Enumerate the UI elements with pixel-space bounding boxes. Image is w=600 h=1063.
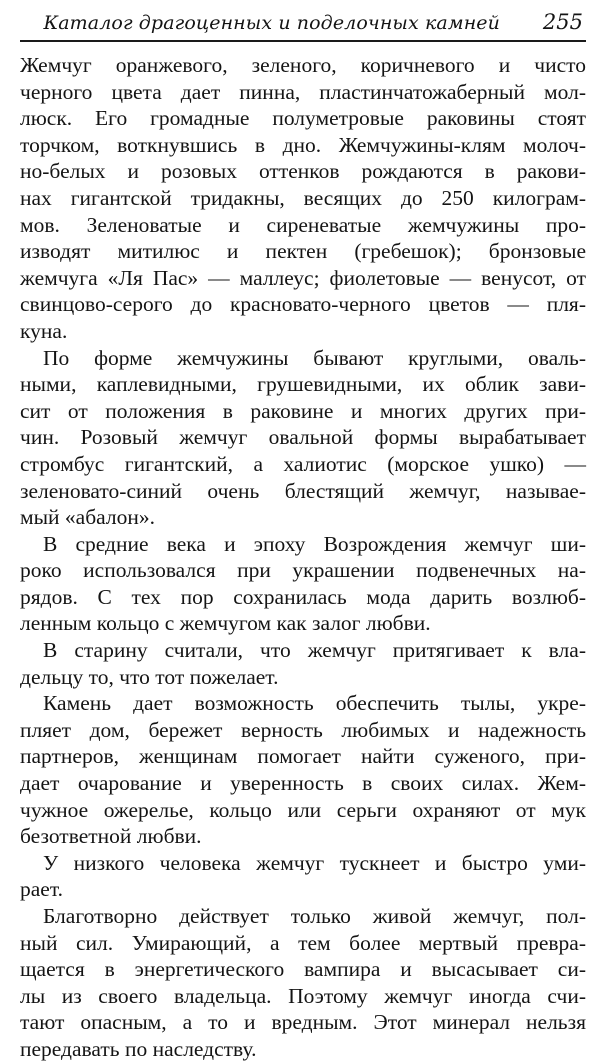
running-head-title: Каталог драгоценных и поделочных камней — [43, 12, 500, 34]
text-line: щается в энергетического вампира и высасывает си- — [20, 957, 586, 982]
text-line: черного цвета дает пинна, пластинчатожаберный мол- — [20, 79, 586, 104]
text-line: жемчуга «Ля Пас» — маллеус; фиолетовые — венусот, от — [20, 265, 586, 290]
text-line: изводят митилюс и пектен (гребешок); бронзовые — [20, 239, 586, 264]
text-line: сит от положения в раковине и многих других при- — [20, 398, 586, 423]
text-line: чужное ожерелье, кольцо или серьги охраняют от мук — [20, 797, 586, 822]
text-line: чин. Розовый жемчуг овальной формы вырабатывает — [20, 425, 586, 450]
text-line: зеленовато-синий очень блестящий жемчуг, называе- — [20, 478, 586, 503]
text-line: пляет дом, бережет верность любимых и надежность — [20, 717, 586, 742]
text-line: Жемчуг оранжевого, зеленого, коричневого и чисто — [20, 53, 586, 77]
text-line: В средние века и эпоху Возрождения жемчуг ши- — [43, 531, 586, 556]
text-line: но-белых и розовых оттенков рождаются в ракови- — [20, 159, 586, 184]
text-line: тают опасным, а то и вредным. Этот минерал нельзя — [20, 1010, 586, 1035]
text-line: рает. — [20, 877, 63, 902]
text-line: роко использовался при украшении подвенечных на- — [20, 558, 586, 583]
text-line: У низкого человека жемчуг тускнеет и быстро уми- — [43, 850, 586, 875]
text-line: дельцу то, что тот пожелает. — [20, 664, 279, 689]
text-line: По форме жемчужины бывают круглыми, оваль- — [43, 345, 586, 370]
text-line: передавать по наследству. — [20, 1036, 257, 1061]
text-line: безответной любви. — [20, 824, 202, 849]
text-line: партнеров, женщинам помогает найти суженого, при- — [20, 744, 586, 769]
text-line: рядов. С тех пор сохранилась мода дарить возлюб- — [20, 584, 586, 609]
text-line: ленным кольцо с жемчугом как залог любви. — [20, 611, 431, 636]
text-line: ными, каплевидными, грушевидными, их облик зави- — [20, 372, 586, 397]
text-line: свинцово-серого до красновато-черного цветов — пля- — [20, 292, 586, 317]
text-line: торчком, воткнувшись в дно. Жемчужины-клям молоч- — [20, 132, 586, 157]
body-text — [20, 52, 586, 1063]
text-line: люск. Его громадные полуметровые раковины стоят — [20, 106, 586, 131]
text-line: ный сил. Умирающий, а тем более мертвый превра- — [20, 930, 586, 955]
text-line: Благотворно действует только живой жемчуг, пол- — [43, 904, 586, 928]
text-line: мов. Зеленоватые и сиреневатые жемчужины про- — [20, 212, 586, 237]
text-line: мый «абалон». — [20, 505, 156, 530]
text-line: нах гигантской тридакны, весящих до 250 килограм- — [20, 185, 586, 210]
text-line: Камень дает возможность обеспечить тылы, укре- — [43, 691, 586, 716]
page-number: 255 — [542, 10, 583, 34]
text-line: дает очарование и уверенность в своих силах. Жем- — [20, 771, 586, 796]
text-line: В старину считали, что жемчуг притягивает к вла- — [43, 638, 586, 663]
text-line: стромбус гигантский, а халиотис (морское ушко) — — [20, 451, 586, 476]
text-line: лы из своего владельца. Поэтому жемчуг иногда счи- — [20, 983, 586, 1008]
text-line: куна. — [20, 318, 68, 343]
header-rule — [20, 40, 586, 42]
running-head — [20, 8, 585, 38]
